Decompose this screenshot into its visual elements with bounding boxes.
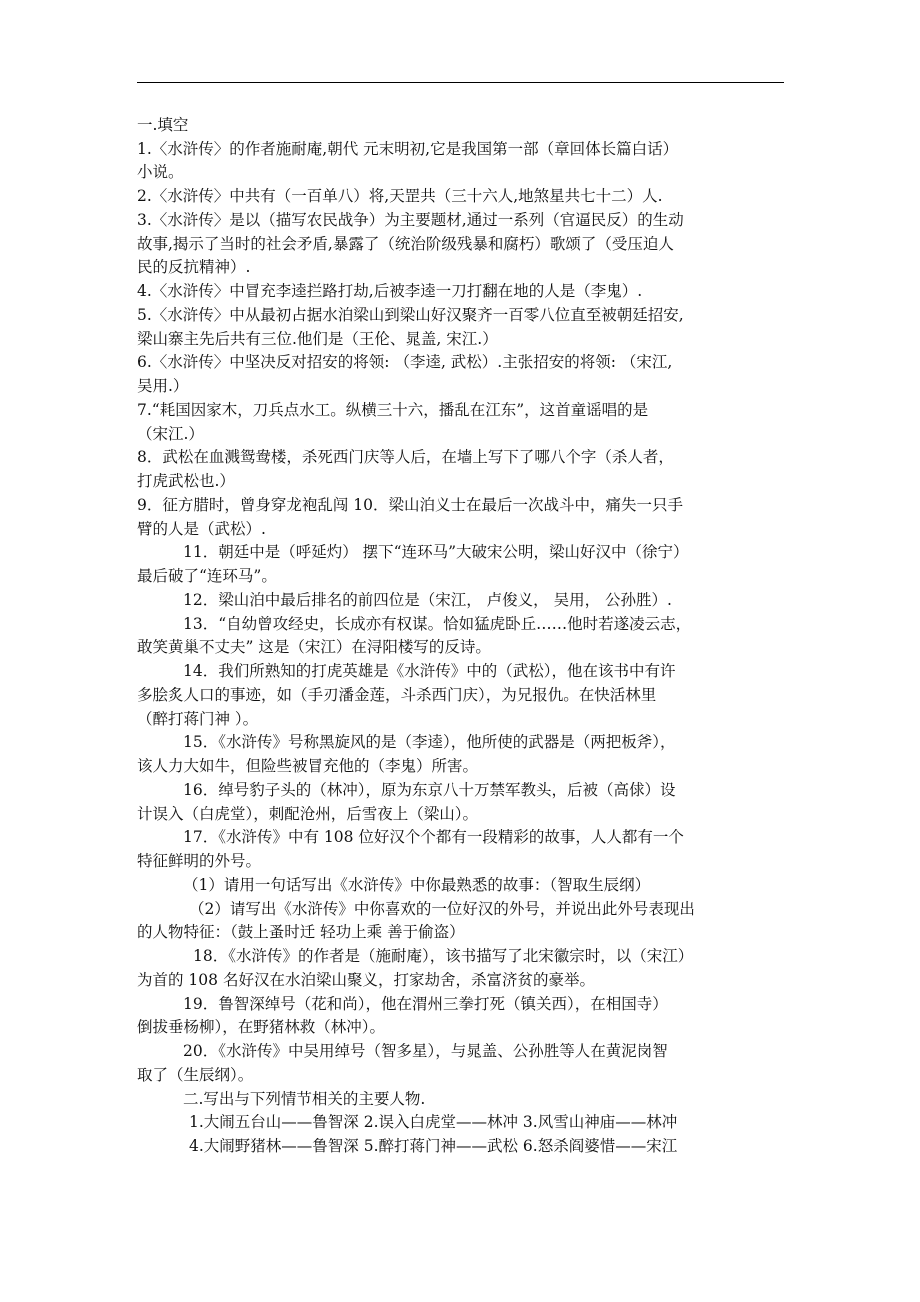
question-line: 11．朝廷中是（呼延灼） 摆下“连环马”大破宋公明，梁山好汉中（徐宁）	[183, 543, 689, 561]
question-line: 民的反抗精神）.	[137, 258, 251, 276]
answer-line: 4.大闹野猪林——鲁智深 5.醉打蒋门神——武松 6.怒杀阎婆惜——宋江	[189, 1137, 678, 1155]
question-line: 敢笑黄巢不丈夫” 这是（宋江）在浔阳楼写的反诗。	[137, 638, 491, 656]
question-line: （宋江.）	[137, 425, 204, 443]
question-line: 20．《水浒传》中吴用绰号（智多星），与晁盖、公孙胜等人在黄泥岗智	[183, 1042, 668, 1060]
header-rule	[137, 82, 784, 83]
question-line: 5.〈水浒传〉中从最初占据水泊梁山到梁山好汉聚齐一百零八位直至被朝廷招安,	[137, 306, 684, 324]
question-line: 最后破了“连环马”。	[137, 567, 277, 585]
question-line: 12．梁山泊中最后排名的前四位是（宋江， 卢俊义， 吴用， 公孙胜）.	[183, 591, 672, 609]
question-line: 计误入（白虎堂），刺配沧州，后雪夜上（梁山）。	[137, 805, 479, 823]
question-line: 19．鲁智深绰号（花和尚），他在渭州三拳打死（镇关西），在相国寺）	[183, 995, 668, 1013]
question-line: 梁山寨主先后共有三位.他们是（王伦、晁盖, 宋江.）	[137, 330, 498, 348]
question-line: 8．武松在血溅鸳鸯楼，杀死西门庆等人后，在墙上写下了哪八个字（杀人者，	[137, 448, 674, 466]
question-line: 特征鲜明的外号。	[137, 852, 262, 870]
sub-question-line: （2）请写出《水浒传》中你喜欢的一位好汉的外号，并说出此外号表现出	[189, 900, 695, 918]
question-line: 6.〈水浒传〉中坚决反对招安的将领: （李逵, 武松）.主张招安的将领: （宋江,	[137, 353, 673, 371]
question-line: 9．征方腊时，曾身穿龙袍乱闯 10．梁山泊义士在最后一次战斗中，痛失一只手	[137, 496, 684, 514]
question-line: 打虎武松也.）	[137, 472, 235, 490]
question-line: 小说。	[137, 163, 184, 181]
question-line: 为首的 108 名好汉在水泊梁山聚义，打家劫舍，杀富济贫的豪举。	[137, 971, 595, 989]
sub-question-line: （1）请用一句话写出《水浒传》中你最熟悉的故事：（智取生辰纲）	[183, 876, 651, 894]
section-heading: 一.填空	[137, 116, 189, 134]
question-line: 15．《水浒传》号称黑旋风的是（李逵），他所使的武器是（两把板斧），	[183, 733, 676, 751]
section-heading: 二.写出与下列情节相关的主要人物.	[183, 1090, 426, 1108]
question-line: 3.〈水浒传〉是以（描写农民战争）为主要题材,通过一系列（官逼民反）的生动	[137, 211, 684, 229]
sub-question-line: 的人物特征：（鼓上蚤时迁 轻功上乘 善于偷盗）	[137, 923, 465, 941]
question-line: 17．《水浒传》中有 108 位好汉个个都有一段精彩的故事，人人都有一个	[183, 828, 684, 846]
question-line: 倒拔垂杨柳），在野猪林救（林冲）。	[137, 1018, 386, 1036]
question-line: 多脍炙人口的事迹，如（手刃潘金莲，斗杀西门庆），为兄报仇。在快活林里	[137, 686, 657, 704]
answer-line: 1.大闹五台山——鲁智深 2.误入白虎堂——林冲 3.风雪山神庙——林冲	[189, 1113, 678, 1131]
question-line: 2.〈水浒传〉中共有（一百单八）将,天罡共（三十六人,地煞星共七十二）人.	[137, 187, 663, 205]
question-line: 14．我们所熟知的打虎英雄是《水浒传》中的（武松），他在该书中有许	[183, 662, 676, 680]
question-line: 18．《水浒传》的作者是（施耐庵），该书描写了北宋徽宗时，以（宋江）	[193, 947, 694, 965]
question-line: 臂的人是（武松）.	[137, 520, 266, 538]
question-line: 故事,揭示了当时的社会矛盾,暴露了（统治阶级残暴和腐朽）歌颂了（受压迫人	[137, 235, 674, 253]
question-line: 16．绰号豹子头的（林冲），原为东京八十万禁军教头，后被（高俅）设	[183, 781, 676, 799]
question-line: （醉打蒋门神 ）。	[137, 710, 259, 728]
question-line: 7.“耗国因家木，刀兵点水工。纵横三十六，播乱在江东”，这首童谣唱的是	[137, 401, 649, 419]
question-line: 取了（生辰纲）。	[137, 1066, 254, 1084]
question-line: 13．“自幼曾攻经史，长成亦有权谋。恰如猛虎卧丘……他时若遂凌云志，	[183, 615, 692, 633]
question-line: 4.〈水浒传〉中冒充李逵拦路打劫,后被李逵一刀打翻在地的人是（李鬼）.	[137, 282, 643, 300]
question-line: 1.〈水浒传〉的作者施耐庵,朝代 元末明初,它是我国第一部（章回体长篇白话）	[137, 140, 679, 158]
question-line: 该人力大如牛，但险些被冒充他的（李鬼）所害。	[137, 757, 479, 775]
question-line: 吴用.）	[137, 377, 189, 395]
